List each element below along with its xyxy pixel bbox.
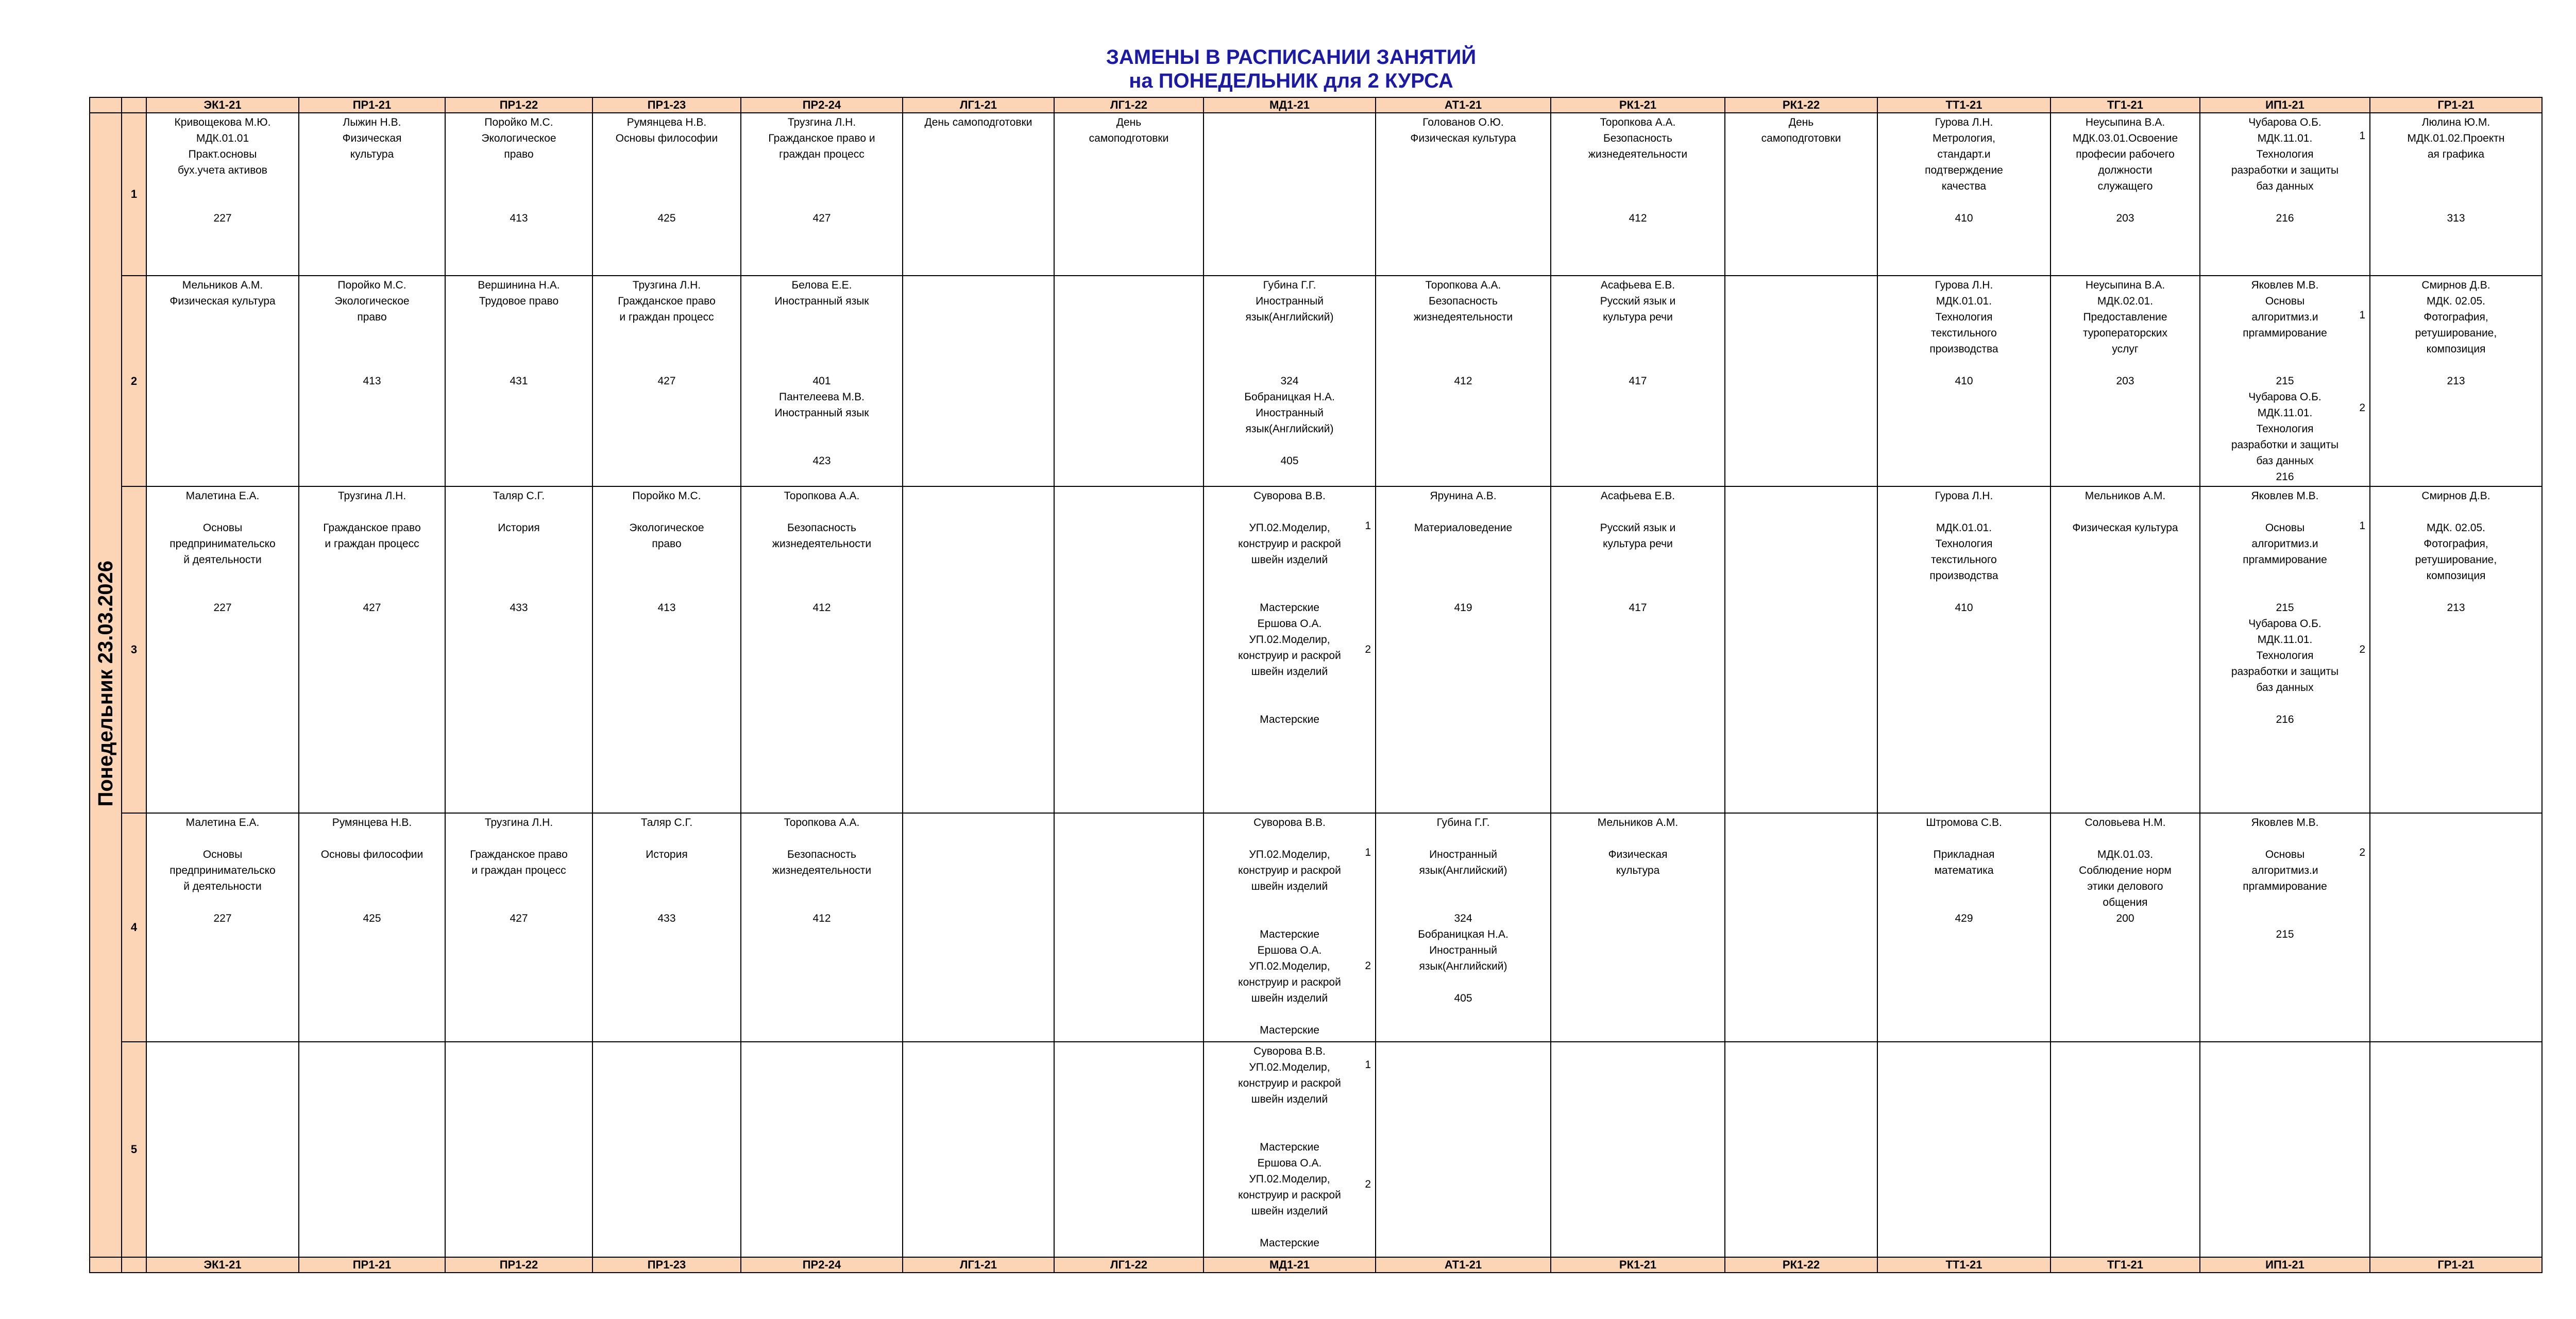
schedule-cell — [592, 486, 741, 813]
cell-text: Суворова В.В. УП.02.Моделир, конструир и раскрой швейн изделий Мастерские Ершова О.А. УП.02.Моделир, конструир и раскрой швейн изделий Мастерские — [1238, 490, 1341, 725]
cell-text: Торопкова А.А. Безопасность жизнедеятельности 412 — [1413, 279, 1513, 387]
cell-text: Малетина Е.А. Основы предпринимательско й деятельности 227 — [170, 490, 276, 614]
schedule-cell — [741, 113, 903, 276]
group-header: ГР1-21 — [2370, 1257, 2542, 1273]
subgroup-number: 2 — [1365, 644, 1371, 655]
subgroup-number: 1 — [2359, 309, 2365, 321]
title-line-1: ЗАМЕНЫ В РАСПИСАНИИ ЗАНЯТИЙ — [1106, 46, 1477, 69]
cell-text: Губина Г.Г. Иностранный язык(Английский) 324 Бобраницкая Н.А. Иностранный язык(Английский) 405 — [1244, 279, 1335, 467]
cell-text: Неусыпина В.А. МДК.03.01.Освоение професии рабочего должности служащего 203 — [2072, 116, 2178, 224]
cell-text: Поройко М.С. Экологическое право 413 — [481, 116, 556, 224]
cell-text: Таляр С.Г. История 433 — [493, 490, 545, 614]
cell-text: Лыжин Н.В. Физическая культура — [342, 116, 402, 160]
schedule-cell — [2370, 276, 2542, 486]
cell-text: Вершинина Н.А. Трудовое право 431 — [478, 279, 560, 387]
group-header: ПР1-22 — [445, 97, 592, 113]
subgroup-number: 1 — [2359, 520, 2365, 532]
title-line-2: на ПОНЕДЕЛЬНИК для 2 КУРСА — [1129, 70, 1453, 92]
schedule-cell — [903, 486, 1054, 813]
cell-text: Смирнов Д.В. МДК. 02.05. Фотография, ретуширование, композиция 213 — [2415, 490, 2497, 614]
header-corner — [90, 1257, 122, 1273]
schedule-cell — [299, 486, 445, 813]
group-header: ПР2-24 — [741, 97, 903, 113]
lesson-number: 5 — [122, 1042, 146, 1257]
schedule-cell — [903, 1042, 1054, 1257]
schedule-cell — [741, 1042, 903, 1257]
group-header: ПР1-21 — [299, 1257, 445, 1273]
cell-text: День самоподготовки — [1089, 116, 1169, 144]
schedule-cell — [1725, 276, 1877, 486]
schedule-cell — [2050, 486, 2200, 813]
subgroup-number: 1 — [1365, 1059, 1371, 1071]
group-header: МД1-21 — [1204, 97, 1376, 113]
schedule-cell — [1054, 813, 1204, 1042]
schedule-cell — [1725, 113, 1877, 276]
schedule-cell — [741, 486, 903, 813]
group-header: РК1-21 — [1551, 1257, 1725, 1273]
schedule-cell — [2370, 813, 2542, 1042]
schedule-cell — [592, 1042, 741, 1257]
cell-text: Румянцева Н.В. Основы философии 425 — [615, 116, 718, 224]
schedule-cell — [903, 113, 1054, 276]
schedule-cell — [299, 813, 445, 1042]
cell-text: Гурова Л.Н. Метрология, стандарт.и подтверждение качества 410 — [1925, 116, 2003, 224]
schedule-cell — [1725, 486, 1877, 813]
group-header: ЛГ1-21 — [903, 97, 1054, 113]
group-header: ПР1-22 — [445, 1257, 592, 1273]
schedule-cell — [2370, 486, 2542, 813]
header-corner — [122, 97, 146, 113]
cell-text: Трузгина Л.Н. Гражданское право и граждан процесс 427 — [470, 817, 568, 924]
schedule-cell — [2370, 1042, 2542, 1257]
schedule-cell — [1054, 113, 1204, 276]
group-header: ТГ1-21 — [2050, 1257, 2200, 1273]
schedule-cell — [2200, 486, 2370, 813]
cell-text: Чубарова О.Б. МДК.11.01. Технология разработки и защиты баз данных 216 — [2231, 116, 2339, 224]
schedule-cell — [445, 813, 592, 1042]
schedule-cell — [445, 276, 592, 486]
cell-text: Гурова Л.Н. МДК.01.01. Технология текстильного производства 410 — [1929, 490, 1998, 614]
schedule-cell — [1204, 1042, 1376, 1257]
cell-text: Смирнов Д.В. МДК. 02.05. Фотография, ретуширование, композиция 213 — [2415, 279, 2497, 387]
cell-text: Румянцева Н.В. Основы философии 425 — [320, 817, 423, 924]
schedule-cell — [1376, 1042, 1551, 1257]
schedule-cell — [299, 1042, 445, 1257]
schedule-cell — [1054, 1042, 1204, 1257]
cell-text: Соловьева Н.М. МДК.01.03. Соблюдение норм этики делового общения 200 — [2079, 817, 2172, 924]
schedule-cell — [146, 276, 299, 486]
cell-text: Белова Е.Е. Иностранный язык 401 Пантелеева М.В. Иностранный язык 423 — [774, 279, 869, 467]
cell-text: Малетина Е.А. Основы предпринимательско й деятельности 227 — [170, 817, 276, 924]
cell-text: Штромова С.В. Прикладная математика 429 — [1926, 817, 2002, 924]
subgroup-number: 2 — [1365, 960, 1371, 972]
schedule-cell — [2200, 1042, 2370, 1257]
group-header: ТГ1-21 — [2050, 97, 2200, 113]
schedule-cell — [445, 486, 592, 813]
schedule-cell — [903, 813, 1054, 1042]
group-header: ИП1-21 — [2200, 97, 2370, 113]
schedule-cell — [741, 813, 903, 1042]
lesson-number: 3 — [122, 486, 146, 813]
schedule-cell — [2200, 113, 2370, 276]
schedule-cell — [903, 276, 1054, 486]
cell-text: Яковлев М.В. Основы алгоритмиз.и пргаммирование 215 — [2243, 817, 2327, 940]
schedule-cell — [1877, 1042, 2050, 1257]
schedule-cell — [1551, 276, 1725, 486]
schedule-cell — [592, 276, 741, 486]
day-label-cell — [90, 113, 122, 1257]
cell-text: Яковлев М.В. Основы алгоритмиз.и пргаммирование 215 Чубарова О.Б. МДК.11.01. Технология разработки и защиты баз данных 216 — [2231, 490, 2339, 725]
cell-text: Асафьева Е.В. Русский язык и культура речи 417 — [1600, 279, 1676, 387]
cell-text: Поройко М.С. Экологическое право 413 — [629, 490, 704, 614]
cell-text: Трузгина Л.Н. Гражданское право и граждан процесс 427 — [618, 279, 716, 387]
schedule-cell — [1204, 486, 1376, 813]
schedule-cell — [1054, 486, 1204, 813]
cell-text: Суворова В.В. УП.02.Моделир, конструир и раскрой швейн изделий Мастерские Ершова О.А. УП.02.Моделир, конструир и раскрой швейн изделий Мастерские — [1238, 1045, 1341, 1249]
cell-text: Кривощекова М.Ю. МДК.01.01 Практ.основы бух.учета активов 227 — [174, 116, 271, 224]
subgroup-number: 2 — [2359, 847, 2365, 858]
group-header: МД1-21 — [1204, 1257, 1376, 1273]
group-header: РК1-21 — [1551, 97, 1725, 113]
group-header: ЭК1-21 — [146, 1257, 299, 1273]
lesson-row — [90, 113, 2542, 276]
header-row-top — [90, 97, 2542, 113]
schedule-cell — [146, 113, 299, 276]
group-header: РК1-22 — [1725, 97, 1877, 113]
schedule-cell — [2200, 813, 2370, 1042]
schedule-cell — [1376, 486, 1551, 813]
subgroup-number: 1 — [1365, 847, 1371, 858]
cell-text: Мельников А.М. Физическая культура — [170, 279, 276, 307]
cell-text: Торопкова А.А. Безопасность жизнедеятельности 412 — [772, 817, 872, 924]
lesson-number: 4 — [122, 813, 146, 1042]
subgroup-number: 2 — [1365, 1178, 1371, 1190]
lesson-number: 2 — [122, 276, 146, 486]
schedule-cell — [1376, 276, 1551, 486]
subgroup-number: 1 — [2359, 130, 2365, 142]
day-label: Понедельник 23.03.2026 — [94, 561, 117, 807]
group-header: АТ1-21 — [1376, 97, 1551, 113]
schedule-cell — [1204, 813, 1376, 1042]
lesson-row — [90, 486, 2542, 813]
schedule-cell — [146, 486, 299, 813]
cell-text: Трузгина Л.Н. Гражданское право и граждан процесс 427 — [768, 116, 875, 224]
group-header: ПР2-24 — [741, 1257, 903, 1273]
schedule-cell — [1725, 813, 1877, 1042]
header-corner — [122, 1257, 146, 1273]
lesson-number: 1 — [122, 113, 146, 276]
schedule-cell — [2050, 813, 2200, 1042]
cell-text: Губина Г.Г. Иностранный язык(Английский) 324 Бобраницкая Н.А. Иностранный язык(Английский) 405 — [1418, 817, 1509, 1004]
group-header: ПР1-23 — [592, 1257, 741, 1273]
group-header: ЛГ1-22 — [1054, 97, 1204, 113]
schedule-cell — [2050, 1042, 2200, 1257]
cell-text: Ярунина А.В. Материаловедение 419 — [1414, 490, 1513, 614]
schedule-cell — [1204, 276, 1376, 486]
schedule-cell — [1877, 813, 2050, 1042]
lesson-row — [90, 1042, 2542, 1257]
cell-text: Мельников А.М. Физическая культура — [1597, 817, 1679, 876]
lesson-row — [90, 276, 2542, 486]
group-header: ЛГ1-21 — [903, 1257, 1054, 1273]
cell-text: Таляр С.Г. История 433 — [640, 817, 693, 924]
header-corner — [90, 97, 122, 113]
schedule-cell — [741, 276, 903, 486]
schedule-table — [89, 97, 2543, 1273]
group-header: ТТ1-21 — [1877, 1257, 2050, 1273]
schedule-cell — [1877, 486, 2050, 813]
schedule-cell — [1551, 813, 1725, 1042]
schedule-cell — [146, 1042, 299, 1257]
schedule-cell — [299, 276, 445, 486]
schedule-cell — [2050, 276, 2200, 486]
group-header: ПР1-21 — [299, 97, 445, 113]
cell-text: День самоподготовки — [1761, 116, 1841, 144]
schedule-cell — [1877, 113, 2050, 276]
schedule-cell — [1551, 1042, 1725, 1257]
schedule-cell — [1204, 113, 1376, 276]
cell-text: Неусыпина В.А. МДК.02.01. Предоставление туроператорских услуг 203 — [2082, 279, 2168, 387]
schedule-cell — [445, 1042, 592, 1257]
schedule-cell — [592, 813, 741, 1042]
group-header: ПР1-23 — [592, 97, 741, 113]
group-header: ЛГ1-22 — [1054, 1257, 1204, 1273]
cell-text: Торопкова А.А. Безопасность жизнедеятельности 412 — [1588, 116, 1688, 224]
cell-text: Суворова В.В. УП.02.Моделир, конструир и раскрой швейн изделий Мастерские Ершова О.А. УП.02.Моделир, конструир и раскрой швейн изделий Мастерские — [1238, 817, 1341, 1036]
cell-text: Асафьева Е.В. Русский язык и культура речи 417 — [1600, 490, 1676, 614]
schedule-cell — [1376, 813, 1551, 1042]
cell-text: Гурова Л.Н. МДК.01.01. Технология текстильного производства 410 — [1929, 279, 1998, 387]
schedule-cell — [2200, 276, 2370, 486]
subgroup-number: 1 — [1365, 520, 1371, 532]
cell-text: День самоподготовки — [924, 116, 1032, 128]
group-header: ИП1-21 — [2200, 1257, 2370, 1273]
schedule-cell — [2050, 113, 2200, 276]
group-header: АТ1-21 — [1376, 1257, 1551, 1273]
cell-text: Яковлев М.В. Основы алгоритмиз.и пргаммирование 215 Чубарова О.Б. МДК.11.01. Технология разработки и защиты баз данных 216 — [2231, 279, 2339, 483]
schedule-cell — [445, 113, 592, 276]
cell-text: Трузгина Л.Н. Гражданское право и граждан процесс 427 — [323, 490, 421, 614]
schedule-cell — [2370, 113, 2542, 276]
group-header: РК1-22 — [1725, 1257, 1877, 1273]
group-header: ТТ1-21 — [1877, 97, 2050, 113]
schedule-cell — [592, 113, 741, 276]
lesson-row — [90, 813, 2542, 1042]
group-header: ЭК1-21 — [146, 97, 299, 113]
schedule-cell — [1551, 113, 1725, 276]
schedule-cell — [299, 113, 445, 276]
cell-text: Голованов О.Ю. Физическая культура — [1410, 116, 1516, 144]
schedule-cell — [1725, 1042, 1877, 1257]
schedule-cell — [1376, 113, 1551, 276]
group-header: ГР1-21 — [2370, 97, 2542, 113]
schedule-cell — [1551, 486, 1725, 813]
subgroup-number: 2 — [2359, 402, 2365, 414]
cell-text: Мельников А.М. Физическая культура — [2072, 490, 2178, 534]
subgroup-number: 2 — [2359, 644, 2365, 655]
schedule-cell — [1054, 276, 1204, 486]
header-row-bottom — [90, 1257, 2542, 1273]
cell-text: Поройко М.С. Экологическое право 413 — [334, 279, 410, 387]
cell-text: Торопкова А.А. Безопасность жизнедеятельности 412 — [772, 490, 872, 614]
cell-text: Люлина Ю.М. МДК.01.02.Проектн ая графика 313 — [2407, 116, 2505, 224]
schedule-cell — [1877, 276, 2050, 486]
schedule-cell — [146, 813, 299, 1042]
